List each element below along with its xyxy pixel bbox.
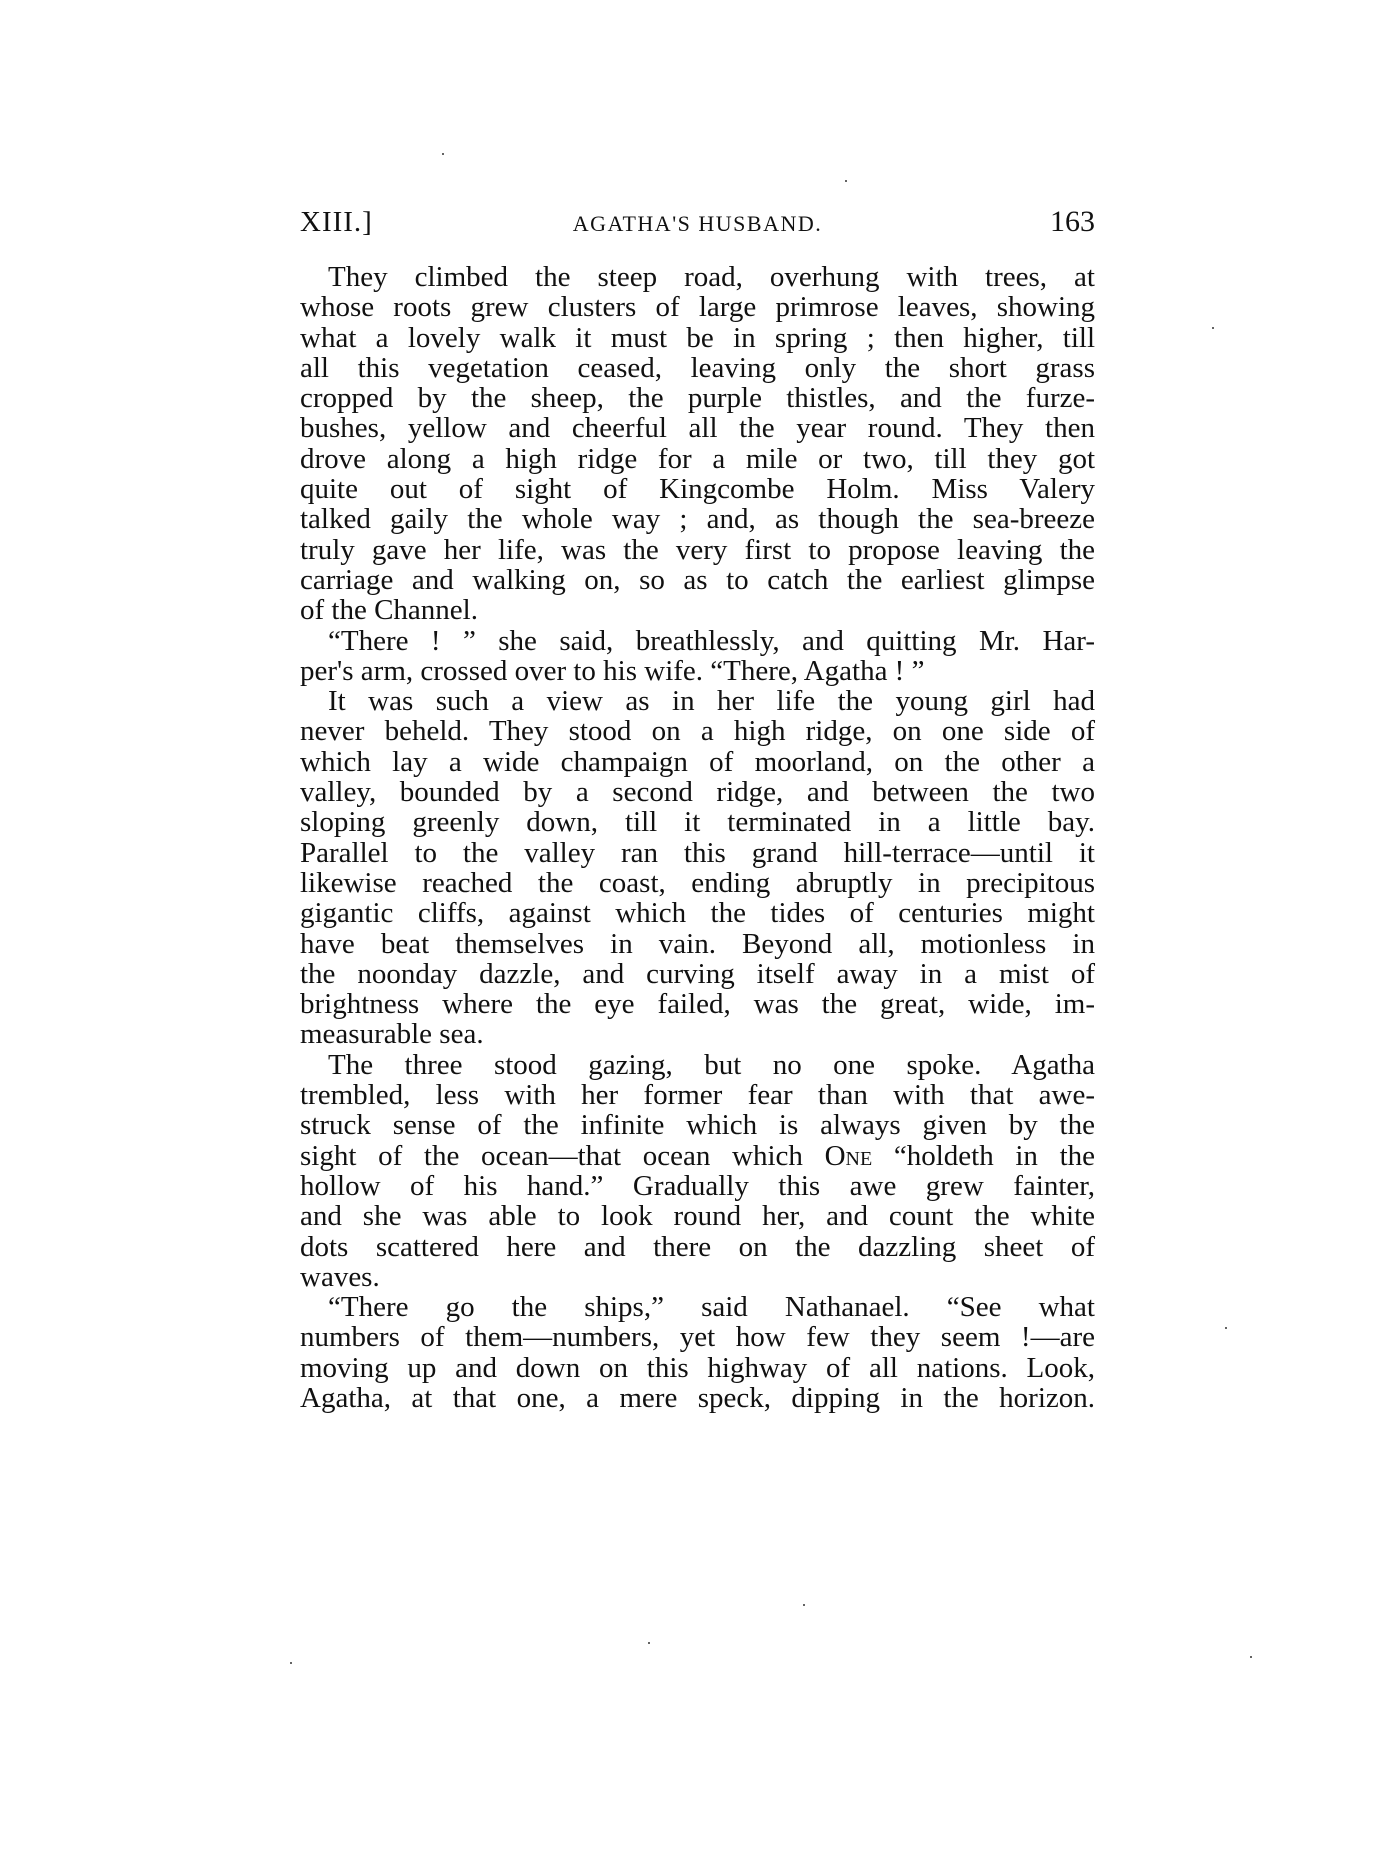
text-line: which lay a wide champaign of moorland, on the other a <box>300 745 1095 778</box>
text-line: Agatha, at that one, a mere speck, dipping in the horizon. <box>300 1381 1095 1414</box>
scan-speck <box>803 1604 805 1606</box>
text-line: sight of the ocean—that ocean which One “holdeth in the <box>300 1139 1096 1172</box>
text-line: of the Channel. <box>300 594 478 627</box>
text-line: never beheld. They stood on a high ridge, on one side of <box>300 715 1095 748</box>
text-line: “There go the ships,” said Nathanael. “See what <box>328 1291 1095 1324</box>
paragraph <box>300 1050 1095 1292</box>
text-line: and she was able to look round her, and count the white <box>300 1200 1095 1233</box>
paragraph <box>300 1292 1095 1413</box>
text-line: “There ! ” she said, breathlessly, and quitting Mr. Har- <box>328 624 1095 657</box>
scan-speck <box>1212 327 1214 329</box>
text-line: drove along a high ridge for a mile or two, till they got <box>300 442 1095 475</box>
text-line: waves. <box>300 1260 380 1293</box>
text-line: quite out of sight of Kingcombe Holm. Miss Valery <box>300 473 1095 506</box>
text-line: The three stood gazing, but no one spoke. Agatha <box>328 1048 1095 1081</box>
text-line: Parallel to the valley ran this grand hill-terrace—until it <box>300 836 1095 869</box>
text-line: sloping greenly down, till it terminated in a little bay. <box>300 806 1095 839</box>
text-line: all this vegetation ceased, leaving only the short grass <box>300 351 1095 384</box>
text-line: measurable sea. <box>300 1018 484 1051</box>
book-page <box>300 200 1095 1413</box>
text-line: numbers of them—numbers, yet how few they seem !—are <box>300 1321 1095 1354</box>
text-line: carriage and walking on, so as to catch the earliest glimpse <box>300 563 1095 596</box>
text-line: gigantic cliffs, against which the tides of centuries might <box>300 897 1095 930</box>
body-text <box>300 262 1095 1413</box>
text-line: whose roots grew clusters of large primrose leaves, showing <box>300 291 1095 324</box>
text-line: the noonday dazzle, and curving itself away in a mist of <box>300 957 1095 990</box>
text-line: talked gaily the whole way ; and, as though the sea-breeze <box>300 503 1095 536</box>
text-line: have beat themselves in vain. Beyond all, motionless in <box>300 927 1095 960</box>
paragraph <box>300 626 1095 687</box>
text-line: cropped by the sheep, the purple thistles, and the furze- <box>300 382 1095 415</box>
page-number: 163 <box>1050 205 1095 238</box>
text-line: dots scattered here and there on the dazzling sheet of <box>300 1230 1095 1263</box>
text-line: what a lovely walk it must be in spring ; then higher, till <box>300 321 1095 354</box>
text-line: It was such a view as in her life the young girl had <box>328 685 1095 718</box>
text-line: brightness where the eye failed, was the great, wide, im- <box>300 988 1095 1021</box>
text-line: They climbed the steep road, overhung with trees, at <box>328 261 1095 293</box>
text-line: trembled, less with her former fear than with that awe- <box>300 1079 1095 1112</box>
text-line: likewise reached the coast, ending abruptly in precipitous <box>300 866 1095 899</box>
text-line: valley, bounded by a second ridge, and between the two <box>300 776 1095 809</box>
text-line: hollow of his hand.” Gradually this awe grew fainter, <box>300 1169 1095 1202</box>
running-header <box>300 200 1095 244</box>
text-line: per's arm, crossed over to his wife. “There, Agatha ! ” <box>300 654 925 687</box>
scan-speck <box>845 180 847 182</box>
scan-speck <box>648 1642 650 1644</box>
scan-speck <box>442 153 444 155</box>
running-title: AGATHA'S HUSBAND. <box>572 211 823 236</box>
text-line: bushes, yellow and cheerful all the year round. They then <box>300 412 1095 445</box>
paragraph <box>300 686 1095 1050</box>
paragraph <box>300 262 1095 626</box>
chapter-marker: XIII.] <box>300 206 373 238</box>
text-line: moving up and down on this highway of all nations. Look, <box>300 1351 1095 1384</box>
text-line: struck sense of the infinite which is always given by the <box>300 1109 1095 1142</box>
scan-speck <box>1250 1656 1252 1658</box>
scan-speck <box>290 1662 292 1664</box>
scan-speck <box>1225 1327 1227 1329</box>
small-caps-word: One <box>824 1139 873 1172</box>
text-line: truly gave her life, was the very first to propose leaving the <box>300 533 1095 566</box>
